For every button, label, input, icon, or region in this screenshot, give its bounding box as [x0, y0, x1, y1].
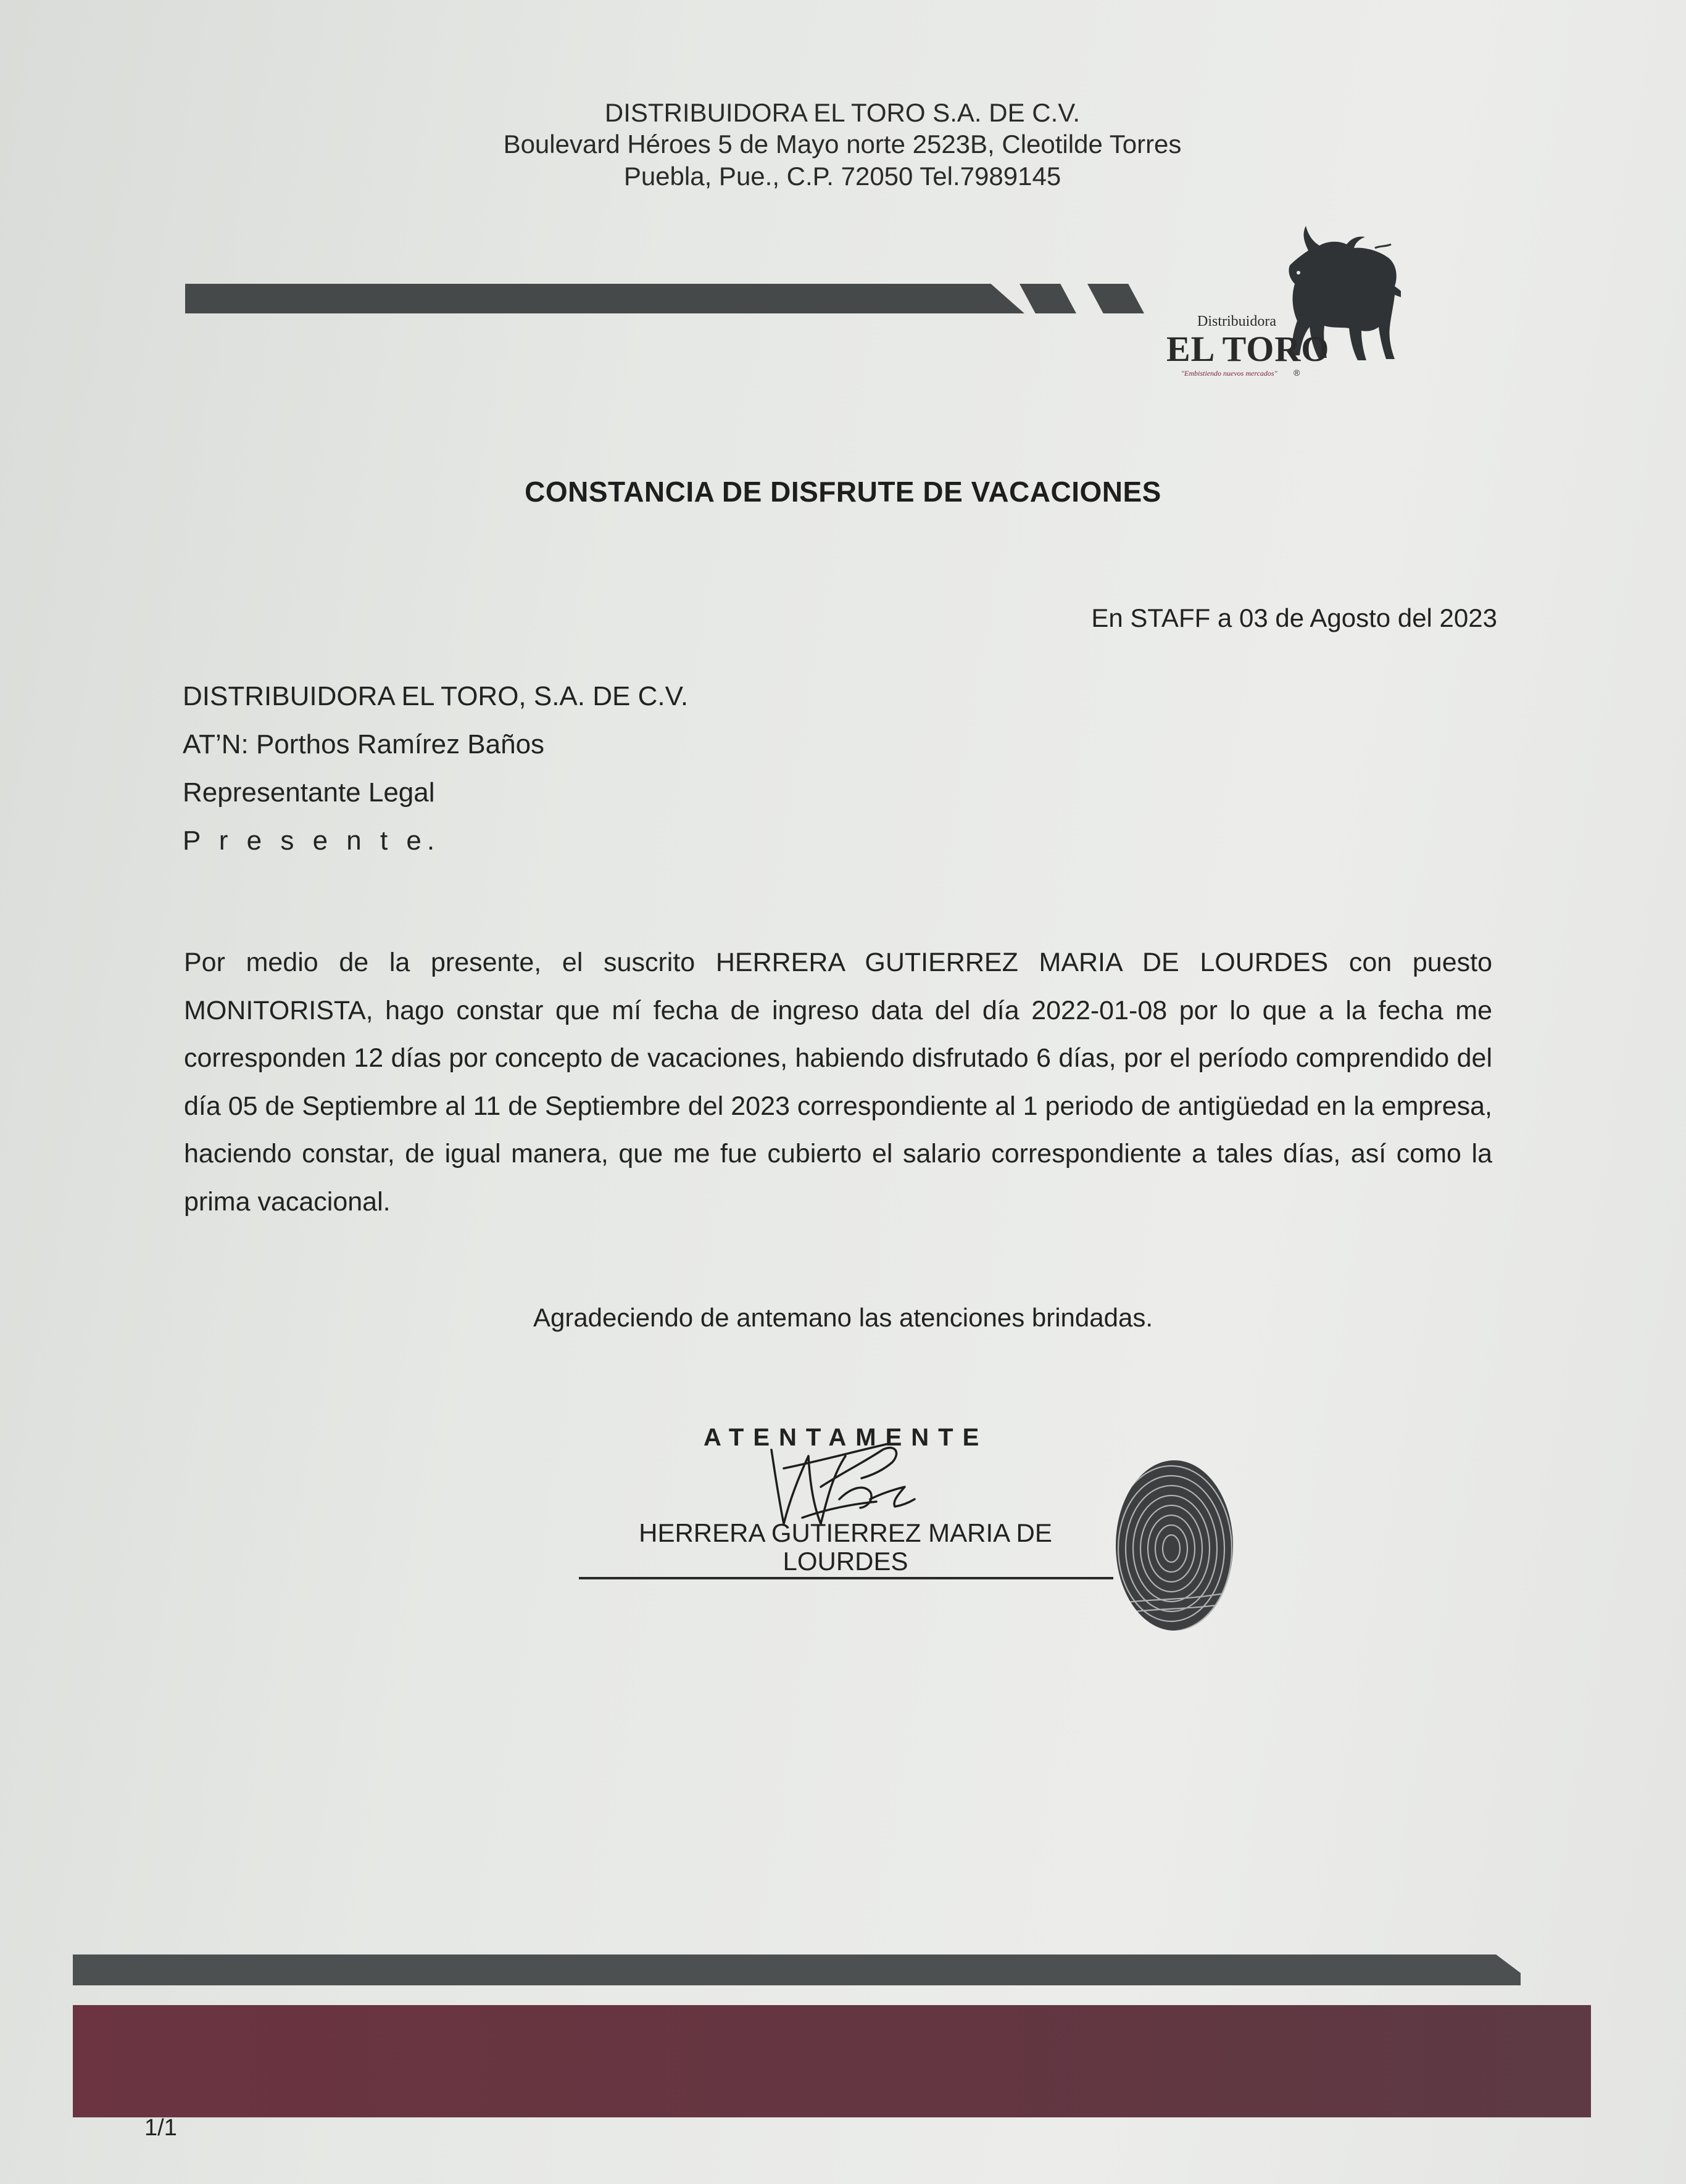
- signature-heading: ATENTAMENTE: [704, 1424, 989, 1451]
- header-bar-dash: [1087, 284, 1144, 313]
- body-paragraph: Por medio de la presente, el suscrito HERRERA GUTIERREZ MARIA DE LOURDES con puesto MONITORISTA, hago constar que mí fecha de ingreso data del día 2022-01-08 por lo que a la fecha me corresponden 12 días por concepto de vacaciones, habiendo disfrutado 6 días, por el período comprendido del día 05 de Septiembre al 11 de Septiembre del 2023 correspondiente al 1 periodo de antigüedad en la empresa, haciendo constar, de igual manera, que me fue cubierto el salario correspondiente a tales días, así como la prima vacacional.: [184, 948, 1492, 1217]
- document-title: CONSTANCIA DE DISFRUTE DE VACACIONES: [525, 476, 1161, 508]
- footer-gray-bar: [73, 1954, 1521, 1985]
- recipient-company: DISTRIBUIDORA EL TORO, S.A. DE C.V.: [183, 681, 689, 711]
- recipient-attention: AT’N: Porthos Ramírez Baños: [183, 729, 545, 759]
- logo-registered-mark: ®: [1294, 368, 1300, 378]
- company-address-line1: Boulevard Héroes 5 de Mayo norte 2523B, Cleotilde Torres: [503, 130, 1182, 159]
- date-line: En STAFF a 03 de Agosto del 2023: [1091, 603, 1497, 632]
- recipient-presente: P r e s e n t e.: [183, 825, 441, 856]
- company-name: DISTRIBUIDORA EL TORO S.A. DE C.V.: [604, 98, 1081, 127]
- signer-name: HERRERA GUTIERREZ MARIA DE LOURDES: [639, 1518, 1052, 1576]
- header-bar-main: [185, 284, 1024, 313]
- footer-maroon-band: [73, 2005, 1591, 2117]
- recipient-block: [183, 677, 688, 870]
- closing-line: Agradeciendo de antemano las atenciones brindadas.: [533, 1303, 1153, 1332]
- header-bar-dash: [1019, 284, 1076, 313]
- page-number: 1/1: [144, 2115, 177, 2141]
- fingerprint-icon: [1110, 1456, 1239, 1635]
- signature-line: [579, 1577, 1113, 1579]
- company-address-line2: Puebla, Pue., C.P. 72050 Tel.7989145: [623, 161, 1061, 191]
- logo-tagline: "Embistiendo nuevos mercados": [1181, 369, 1277, 378]
- letterhead: [432, 99, 1253, 194]
- logo-name: EL TORO: [1166, 329, 1330, 369]
- logo-small-text: Distribuidora: [1197, 313, 1276, 329]
- company-logo: [1160, 222, 1469, 389]
- recipient-role: Representante Legal: [183, 777, 435, 808]
